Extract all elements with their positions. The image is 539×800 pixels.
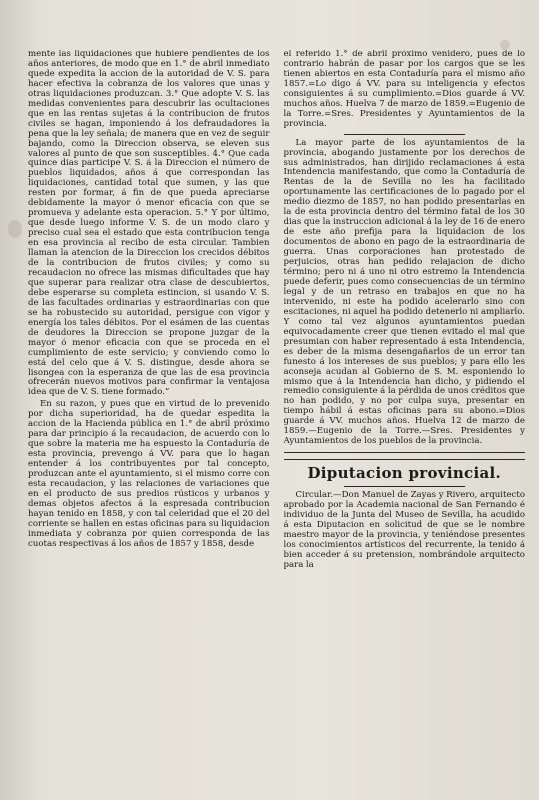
right-paragraph-ayuntamientos: La mayor parte de los ayuntamientos de la provincia, abogando justamente por los derechos de sus administrados, han dirijido reclamaciones á esta Intendencia manifestando, que como la Contaduría de Rentas de la de Sevilla no les ha facilitado oportunamente las certificaciones de lo pagado por el medio diezmo de 1857, no han podido presentarlas en la de esta provincia dentro del término fatal de los 30 dias que la instruccion adicional á la ley de 16 de enero de este año prefija para la liquidacion de los documentos de abono en pago de la estraordinaria de guerra. Unas corporaciones han protestado de perjuicios, otras han pedido relajacion de dicho término; pero ni á uno ni otro estremo la Intendencia puede deferir, pues como consecuencias de un término legal y de un retraso en trabajos en que no ha intervenido, ni este ha podido acelerarlo sino con escitaciones, ni aquel ha podido detenerlo ni ampliarlo. Y como tal vez algunos ayuntamientos puedan equivocadamente creer que tienen evitado el mal que presumian con haber representado á esta Intendencia, es deber de la misma desengañarlos de un error tan funesto á los intereses de sus pueblos; y para ello les aconseja acudan al Gobierno de S. M. esponiendo lo mismo que á la Intendencia han dicho, y pidiendo el remedio consiguiente á la pérdida de unos créditos que no han podido, y no por culpa suya, presentar en tiempo hábil á estas oficinas para su abono.=Dios guarde á VV. muchos años. Huelva 12 de marzo de 1859.—Eugenio de la Torre.—Sres. Presidentes y Ayuntamientos de los pueblos de la provincia. xyxy=(283,137,525,447)
short-separator-rule xyxy=(344,134,465,135)
right-paragraph-continuation: el referido 1.° de abril próximo venidero, pues de lo contrario habrán de pasar por los cargos que se les tienen abiertos en esta Contaduría para el mismo año 1857.=Lo digo á VV. para su inteligencia y efectos consiguientes á su cumplimiento.=Dios guarde á VV. muchos años. Huelva 7 de marzo de 1859.=Eugenio de la Torre.=Sres. Presidentes y Ayuntamientos de la provincia. xyxy=(283,50,525,129)
title-underline-rule xyxy=(344,486,465,487)
section-title-diputacion: Diputacion provincial. xyxy=(307,464,501,483)
right-paragraph-circular: Circular.—Don Manuel de Zayas y Rivero, arquitecto aprobado por la Academia nacional de San Fernando é individuo de la Junta del Museo de Sevilla, ha acudido á esta Diputacion en solicitud de que se le nombre maestro mayor de la provincia, y teniéndose presentes los conocimientos artísticos del recurrente, la tenido á bien acceder á su pretension, nombrándole arquitecto para la xyxy=(283,490,525,570)
right-column xyxy=(284,50,526,794)
left-paragraph-circular-continuation: mente las liquidaciones que hubiere pendientes de los años anteriores, de modo que en 1.° de abril inmediato quede expedita la accion de la autoridad de V. S. para hacer efectiva la cobranza de los valores que unas y otras liquidaciones produzcan. 3.° Que adopte V. S. las medidas convenientes para descubrir las ocultaciones que en las rentas sujetas á la contribucion de frutos civiles se hagan, imponiendo á los defraudadores la pena que la ley señala; de manera que en vez de seguir bajando, como la Direccion observa, se eleven sus valores al punto de que son susceptibles. 4.° Que cada quince dias participe V. S. á la Direccion el número de pueblos liquidados, años á que correspondan las liquidaciones, cantidad total que sumen, y las que resten por formar, á fin de que pueda apreciarse debidamente la mayor ó menor eficacia con que se promueva y adelante esta operacion. 5.° Y por último, que desde luego informe V. S. de un modo claro y preciso cual sea el estado que esta contribucion tenga en esa provincia al recibo de esta circular. Tambien llaman la atencion de la Direccion los crecidos débitos de la contribucion de frutos civiles; y como su recaudacion no ofrece las mismas dificultades que hay que superar para realizar otra clase de descubiertos, debe esperarse su completa estincion, si usando V. S. de las facultades ordinarias y estraordinarias con que se ha robustecido su autoridad, persigue con vigor y energía los tales débitos. Por el esámen de las cuentas de deudores la Direccion se propone juzgar de la mayor ó menor eficacia con que se proceda en el cumplimiento de este servicio; y conviendo como lo está del celo que á V. S. distingue, desde ahora se lisongea con la esperanza de que las de esa provincia ofrecerán nuevos motivos para confirmar la ventajosa idea que de V. S. tiene formado.” xyxy=(28,50,270,398)
text-columns xyxy=(28,50,525,794)
paper-stain xyxy=(8,220,22,238)
paper-stain xyxy=(500,40,510,50)
left-paragraph-recaudacion: En su razon, y pues que en virtud de lo prevenido por dicha superioridad, ha de quedar espedita la accion de la Hacienda pública en 1.° de abril próximo para dar principio á la recaudacion, de acuerdo con lo que sobre la materia me ha espuesto la Contaduría de esta provincia, prevengo á VV. para que lo hagan entender á los contribuyentes por tal concepto, produzcan ante el ayuntamiento, si el mismo corre con esta recaudacion, y las relaciones de variaciones que en el producto de sus predios rústicos y urbanos y demas objetos afectos á la espresada contribucion hayan tenido en 1858, y con tal celeridad que el 20 del corriente se hallen en estas oficinas para su liquidacion inmediata y cobranza por quien corresponda de las cuotas respectivas á los años de 1857 y 1858, desde xyxy=(28,399,270,549)
left-column xyxy=(28,50,270,794)
section-double-rule xyxy=(284,452,526,460)
